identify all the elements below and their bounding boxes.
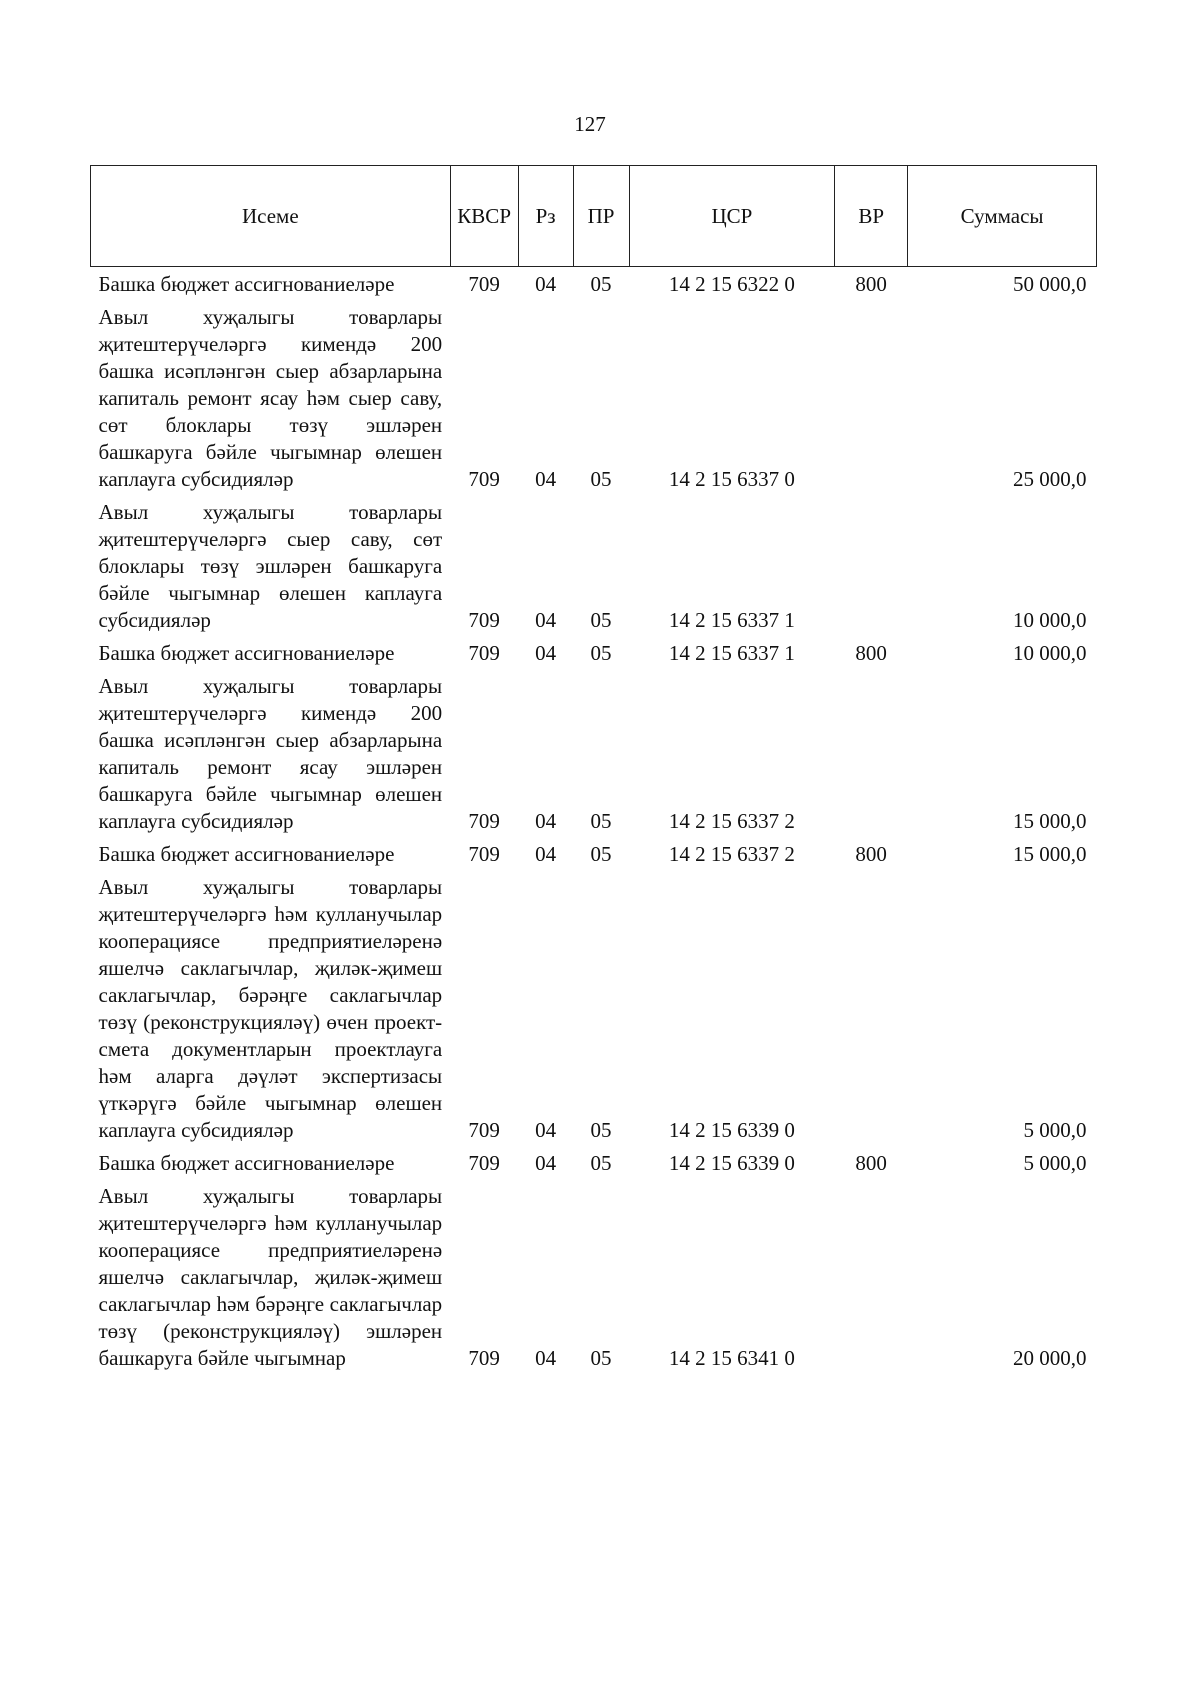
- table-row: [91, 298, 1097, 493]
- row-pr: 05: [590, 608, 612, 632]
- row-pr: 05: [590, 1346, 612, 1370]
- row-csr: 14 2 15 6322 0: [668, 272, 795, 296]
- row-kvsr: 709: [468, 641, 500, 665]
- header-pr: ПР: [573, 166, 629, 267]
- row-csr: 14 2 15 6337 2: [668, 809, 795, 833]
- row-csr: 14 2 15 6337 2: [668, 842, 795, 866]
- row-csr: 14 2 15 6339 0: [668, 1151, 795, 1175]
- row-sum: 25 000,0: [1013, 467, 1087, 491]
- row-sum: 5 000,0: [1023, 1118, 1087, 1142]
- row-name: Башка бюджет ассигнованиеләре: [98, 1151, 395, 1175]
- row-kvsr: 709: [468, 272, 500, 296]
- row-vr: 800: [855, 842, 887, 866]
- row-csr: 14 2 15 6339 0: [668, 1118, 795, 1142]
- header-kvsr: КВСР: [450, 166, 518, 267]
- row-sum: 20 000,0: [1013, 1346, 1087, 1370]
- row-csr: 14 2 15 6337 1: [668, 608, 795, 632]
- header-vr: ВР: [835, 166, 908, 267]
- row-pr: 05: [590, 641, 612, 665]
- header-name: Исеме: [91, 166, 451, 267]
- row-name: Авыл хуҗалыгы товарлары җитештерүчеләргә кимендә 200 башка исәпләнгән сыер абзарларына капиталь ремонт ясау эшләрен башкаруга бәйле чыгымнар өлешен каплауга субсидияләр: [98, 674, 443, 833]
- row-sum: 10 000,0: [1013, 641, 1087, 665]
- row-vr: 800: [855, 272, 887, 296]
- row-rz: 04: [535, 641, 557, 665]
- row-pr: 05: [590, 1118, 612, 1142]
- table-row: [91, 493, 1097, 634]
- row-kvsr: 709: [468, 1151, 500, 1175]
- row-kvsr: 709: [468, 608, 500, 632]
- row-name: Башка бюджет ассигнованиеләре: [98, 641, 395, 665]
- row-name: Авыл хуҗалыгы товарлары җитештерүчеләргә һәм кулланучылар кооперациясе предприятиеләренә яшелчә саклагычлар, җиләк-җимеш саклагычлар, бәрәңге саклагычлар төзү (реконструкцияләү) өчен проект-смета документларын проектлауга һәм аларга дәүләт экспертизасы үткәрүгә бәйле чыгымнар өлешен каплауга субсидияләр: [98, 875, 443, 1142]
- row-vr: 800: [855, 641, 887, 665]
- page-number: 127: [574, 112, 606, 136]
- row-rz: 04: [535, 809, 557, 833]
- header-rz: Рз: [518, 166, 573, 267]
- row-kvsr: 709: [468, 842, 500, 866]
- table-row: [91, 868, 1097, 1144]
- row-vr: [835, 1177, 908, 1372]
- row-rz: 04: [535, 842, 557, 866]
- row-sum: 5 000,0: [1023, 1151, 1087, 1175]
- row-sum: 15 000,0: [1013, 809, 1087, 833]
- row-kvsr: 709: [468, 1346, 500, 1370]
- row-name: Авыл хуҗалыгы товарлары җитештерүчеләргә сыер саву, сөт блоклары төзү эшләрен башкаруга бәйле чыгымнар өлешен каплауга субсидияләр: [98, 500, 443, 632]
- row-vr: [835, 298, 908, 493]
- row-vr: 800: [855, 1151, 887, 1175]
- row-pr: 05: [590, 467, 612, 491]
- table-body: [91, 267, 1097, 1373]
- budget-table: [90, 165, 1097, 1372]
- row-rz: 04: [535, 1151, 557, 1175]
- row-kvsr: 709: [468, 809, 500, 833]
- table-header: [91, 166, 1097, 267]
- row-name: Башка бюджет ассигнованиеләре: [98, 272, 395, 296]
- row-rz: 04: [535, 272, 557, 296]
- row-vr: [835, 868, 908, 1144]
- row-csr: 14 2 15 6337 0: [668, 467, 795, 491]
- row-pr: 05: [590, 842, 612, 866]
- row-name: Авыл хуҗалыгы товарлары җитештерүчеләргә кимендә 200 башка исәпләнгән сыер абзарларына капиталь ремонт ясау һәм сыер саву, сөт блоклары төзү эшләрен башкаруга бәйле чыгымнар өлешен каплауга субсидияләр: [98, 305, 443, 491]
- row-kvsr: 709: [468, 467, 500, 491]
- row-name: Башка бюджет ассигнованиеләре: [98, 842, 395, 866]
- row-pr: 05: [590, 272, 612, 296]
- row-rz: 04: [535, 1118, 557, 1142]
- row-kvsr: 709: [468, 1118, 500, 1142]
- row-name: Авыл хуҗалыгы товарлары җитештерүчеләргә һәм кулланучылар кооперациясе предприятиеләренә яшелчә саклагычлар, җиләк-җимеш саклагычлар һәм бәрәңге саклагычлар төзү (реконструкцияләү) эшләрен башкаруга бәйле чыгымнар: [98, 1184, 443, 1370]
- table-row: [91, 835, 1097, 868]
- table-row: [91, 1177, 1097, 1372]
- row-pr: 05: [590, 1151, 612, 1175]
- table-row: [91, 1144, 1097, 1177]
- header-csr: ЦСР: [629, 166, 835, 267]
- row-vr: [835, 667, 908, 835]
- header-sum: Суммасы: [908, 166, 1097, 267]
- row-rz: 04: [535, 1346, 557, 1370]
- row-vr: [835, 493, 908, 634]
- row-sum: 50 000,0: [1013, 272, 1087, 296]
- table-row: [91, 667, 1097, 835]
- table-row: [91, 634, 1097, 667]
- row-csr: 14 2 15 6341 0: [668, 1346, 795, 1370]
- row-rz: 04: [535, 608, 557, 632]
- row-rz: 04: [535, 467, 557, 491]
- row-sum: 10 000,0: [1013, 608, 1087, 632]
- table-row: [91, 267, 1097, 299]
- row-csr: 14 2 15 6337 1: [668, 641, 795, 665]
- row-pr: 05: [590, 809, 612, 833]
- row-sum: 15 000,0: [1013, 842, 1087, 866]
